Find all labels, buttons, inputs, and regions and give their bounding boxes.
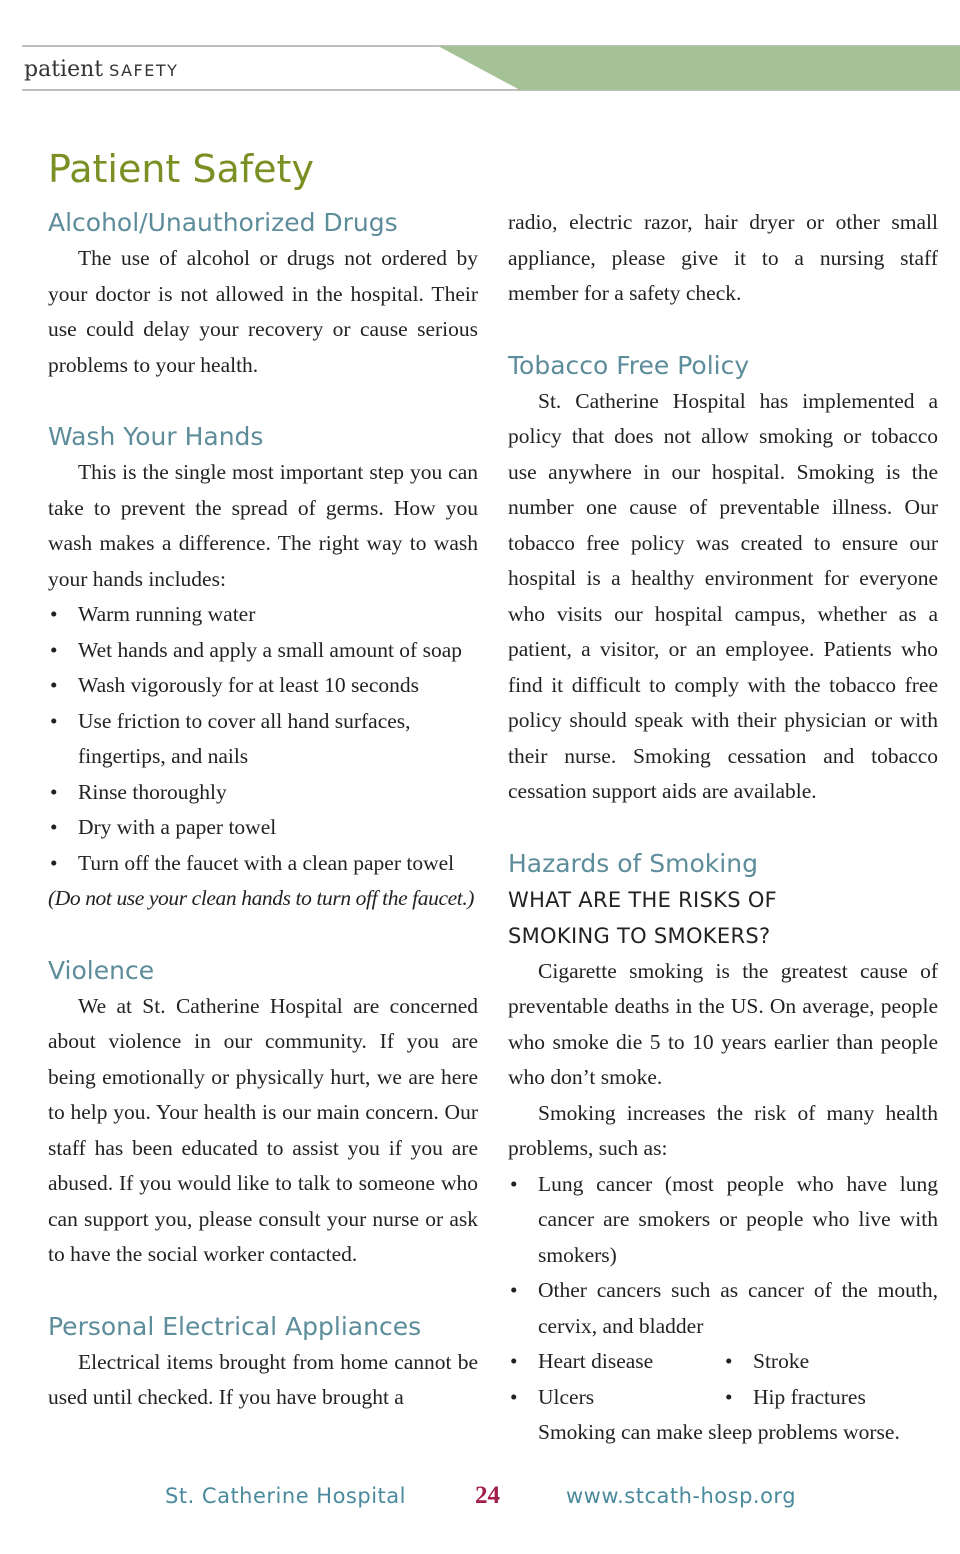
list-item: • Ulcers — [508, 1380, 723, 1416]
heading-wash-hands: Wash Your Hands — [48, 422, 264, 451]
heading-alcohol: Alcohol/Unauthorized Drugs — [48, 208, 398, 237]
list-item: • Dry with a paper towel — [48, 810, 478, 846]
list-item: • Lung cancer (most people who have lung cancer are smokers or people who live with smokers) — [508, 1167, 938, 1274]
right-column — [508, 205, 938, 1451]
tobacco-body: St. Catherine Hospital has implemented a policy that does not allow smoking or tobacco use anywhere in our hospital. Smoking is the number one cause of preventable illness. Our tobacco free policy was created to ensure our hospital is a healthy environment for everyone who visits our hospital campus, whether as a patient, a visitor, or an employee. Patients who find it difficult to comply with the tobacco free policy should speak with their physician or with their nurse. Smoking cessation and tobacco cessation support aids are available. — [508, 388, 938, 803]
hazards-body-2: Smoking increases the risk of many health problems, such as: — [508, 1100, 938, 1160]
section-violence — [48, 953, 478, 1273]
section-appliances — [48, 1309, 478, 1416]
header-band — [0, 0, 960, 100]
left-column — [48, 205, 478, 1416]
header-word-safety: SAFETY — [109, 61, 179, 80]
footer-hospital-name: St. Catherine Hospital — [165, 1484, 406, 1508]
list-item: • Turn off the faucet with a clean paper towel — [48, 846, 478, 882]
hazards-list — [508, 1167, 938, 1345]
heading-hazards: Hazards of Smoking — [508, 848, 758, 878]
list-item: • Wash vigorously for at least 10 seconds — [48, 668, 478, 704]
appliances-body-continued: radio, electric razor, hair dryer or other small appliance, please give it to a nursing staff member for a safety check. — [508, 210, 938, 305]
hazards-subheading-line1: WHAT ARE THE RISKS OF — [508, 887, 778, 912]
list-item: • Use friction to cover all hand surfaces, fingertips, and nails — [48, 704, 478, 775]
hazards-pair-row — [508, 1344, 938, 1380]
wash-hands-list — [48, 597, 478, 881]
page-title: Patient Safety — [48, 147, 314, 191]
hazards-subheading-line2: SMOKING TO SMOKERS? — [508, 923, 771, 948]
list-item: • Warm running water — [48, 597, 478, 633]
section-alcohol — [48, 205, 478, 383]
page-footer — [0, 1484, 960, 1518]
section-hazards — [508, 846, 938, 1451]
alcohol-body: The use of alcohol or drugs not ordered by your doctor is not allowed in the hospital. Their use could delay your recovery or cause serious problems to your health. — [48, 246, 478, 377]
header-word-patient: patient — [24, 57, 104, 82]
section-tobacco — [508, 348, 938, 810]
heading-tobacco: Tobacco Free Policy — [508, 350, 750, 380]
header-section-label — [24, 57, 178, 82]
heading-violence: Violence — [48, 955, 155, 985]
hazards-closing: Smoking can make sleep problems worse. — [538, 1420, 900, 1444]
hazards-body-1: Cigarette smoking is the greatest cause of preventable deaths in the US. On average, people who smoke die 5 to 10 years earlier than people who don’t smoke. — [508, 958, 938, 1089]
wash-hands-note: (Do not use your clean hands to turn off the faucet.) — [48, 886, 475, 910]
appliances-body-start: Electrical items brought from home cannot be used until checked. If you have brought a — [48, 1349, 478, 1409]
page-number: 24 — [475, 1482, 500, 1509]
footer-url[interactable]: www.stcath-hosp.org — [566, 1484, 797, 1508]
list-item: • Stroke — [723, 1344, 938, 1380]
list-item: • Heart disease — [508, 1344, 723, 1380]
list-item: • Other cancers such as cancer of the mouth, cervix, and bladder — [508, 1273, 938, 1344]
wash-hands-body: This is the single most important step you can take to prevent the spread of germs. How you wash makes a difference. The right way to wash your hands includes: — [48, 460, 478, 591]
list-item: • Wet hands and apply a small amount of soap — [48, 633, 478, 669]
list-item: • Hip fractures — [723, 1380, 938, 1416]
list-item: • Rinse thoroughly — [48, 775, 478, 811]
hazards-pair-row — [508, 1380, 938, 1416]
heading-appliances: Personal Electrical Appliances — [48, 1311, 422, 1341]
section-wash-hands — [48, 419, 478, 917]
violence-body: We at St. Catherine Hospital are concerned about violence in our community. If you are being emotionally or physically hurt, we are here to help you. Your health is our main concern. Our staff has been educated to assist you if you are abused. If you would like to talk to someone who can support you, please consult your nurse or ask to have the social worker contacted. — [48, 993, 478, 1266]
